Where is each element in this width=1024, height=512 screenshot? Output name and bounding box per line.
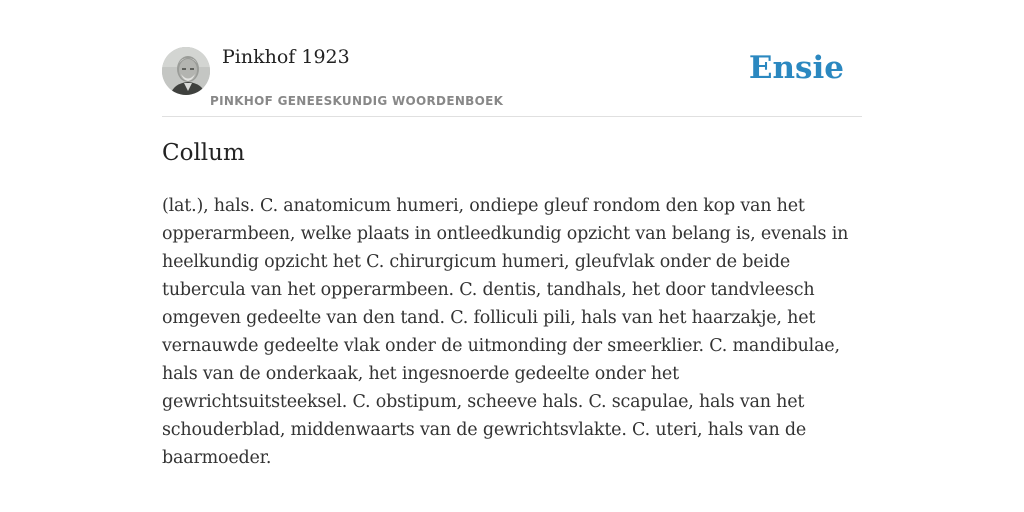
source-header — [162, 0, 862, 117]
ensie-logo-link[interactable]: Ensie — [748, 50, 844, 86]
portrait-image — [162, 47, 210, 95]
author-avatar[interactable] — [162, 47, 210, 95]
source-title[interactable]: Pinkhof 1923 — [222, 46, 350, 68]
entry-headword: Collum — [162, 140, 245, 166]
entry-definition: (lat.), hals. C. anatomicum humeri, ondiepe gleuf rondom den kop van het opperarmbeen, welke plaats in ontleedkundig opzicht van belang is, evenals in heelkundig opzicht het C. chirurgicum humeri, gleufvlak onder de beide tubercula van het opperarmbeen. C. dentis, tandhals, het door tandvleesch omgeven gedeelte van den tand. C. folliculi pili, hals van het haarzakje, het vernauwde gedeelte vlak onder de uitmonding der smeerklier. C. mandibulae, hals van de onderkaak, het ingesnoerde gedeelte onder het gewrichtsuitsteeksel. C. obstipum, scheeve hals. C. scapulae, hals van het schouderblad, middenwaarts van de gewrichtsvlakte. C. uteri, hals van de baarmoeder. — [162, 196, 849, 468]
page-container — [162, 0, 862, 468]
source-subtitle[interactable]: PINKHOF GENEESKUNDIG WOORDENBOEK — [210, 94, 504, 108]
